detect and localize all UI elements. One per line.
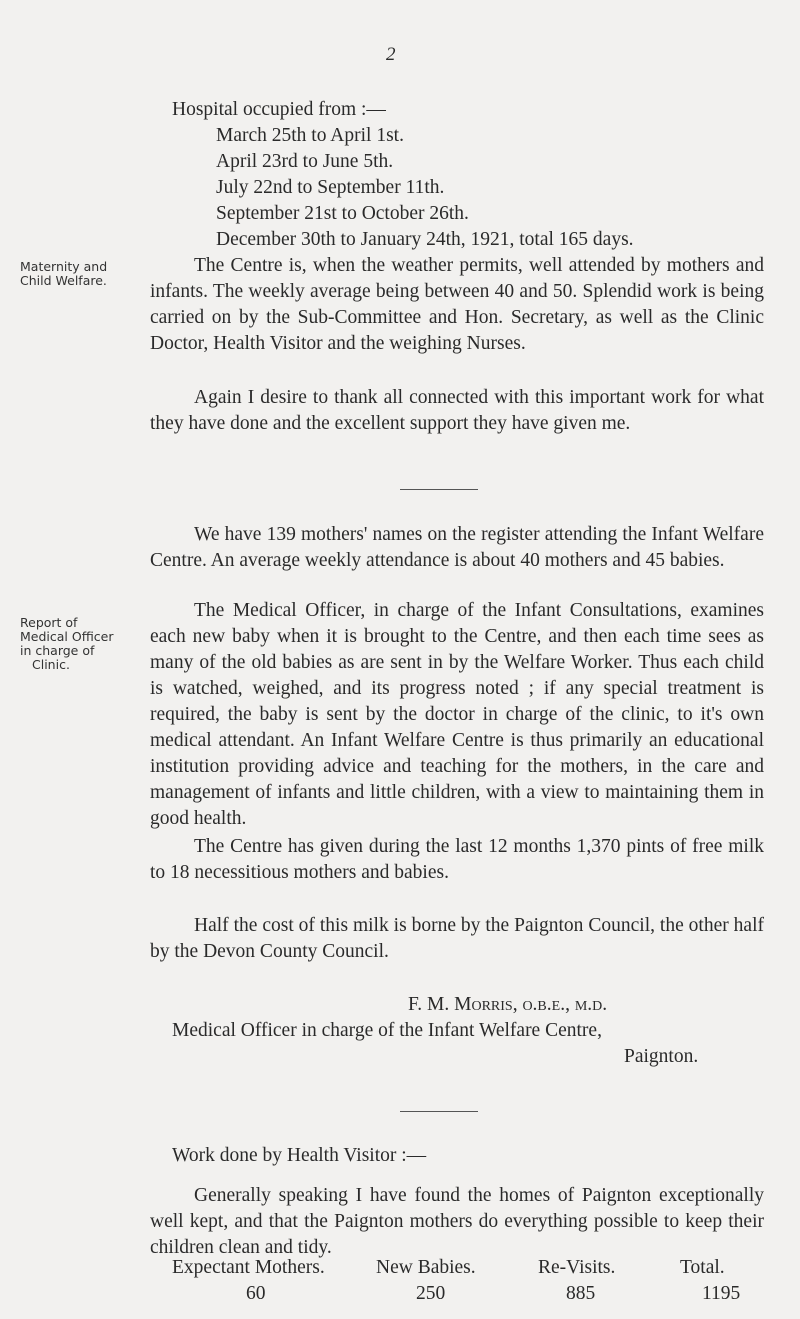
signature-place: Paignton. xyxy=(624,1046,699,1067)
signature-name: F. M. Morris, o.b.e., m.d. xyxy=(408,994,608,1015)
column-header: New Babies. xyxy=(376,1257,476,1278)
column-header: Total. xyxy=(680,1257,725,1278)
table-value: 250 xyxy=(416,1283,446,1304)
hospital-period: March 25th to April 1st. xyxy=(216,125,404,146)
column-header: Expectant Mothers. xyxy=(172,1257,325,1278)
paragraph-milk: The Centre has given during the last 12 months 1,370 pints of free milk to 18 necessitious mothers and babies. xyxy=(150,836,764,883)
hospital-period: April 23rd to June 5th. xyxy=(216,151,394,172)
table-value: 60 xyxy=(246,1283,266,1304)
sidenote-report: Report of Medical Officer in charge of Clinic. xyxy=(20,615,114,672)
signature-title: Medical Officer in charge of the Infant Welfare Centre, xyxy=(172,1020,602,1041)
page-number: 2 xyxy=(386,44,396,65)
paragraph-cost: Half the cost of this milk is borne by the Paignton Council, the other half by the Devon County Council. xyxy=(150,915,764,962)
paragraph-health-visitor: Generally speaking I have found the homes of Paignton exceptionally well kept, and that the Paignton mothers do everything possible to keep their children clean and tidy. xyxy=(150,1185,764,1258)
hospital-heading: Hospital occupied from :— xyxy=(172,99,386,120)
sidenote-maternity: Maternity and Child Welfare. xyxy=(20,259,108,288)
table-value: 885 xyxy=(566,1283,596,1304)
table-value: 1195 xyxy=(702,1283,741,1304)
divider xyxy=(400,1111,478,1112)
paragraph-register: We have 139 mothers' names on the register attending the Infant Welfare Centre. An average weekly attendance is about 40 mothers and 45 babies. xyxy=(150,524,764,571)
hospital-section xyxy=(150,97,764,253)
signature-block xyxy=(150,992,764,1070)
paragraph-thanks: Again I desire to thank all connected with this important work for what they have done and the excellent support they have given me. xyxy=(150,387,764,434)
divider xyxy=(400,489,478,490)
hospital-period: December 30th to January 24th, 1921, total 165 days. xyxy=(216,229,634,250)
health-visitor-heading: Work done by Health Visitor :— xyxy=(172,1145,427,1166)
paragraph-medical: The Medical Officer, in charge of the Infant Consultations, examines each new baby when it is brought to the Centre, and then each time sees as many of the old babies as are sent in by the Welfare Worker. Thus each child is watched, weighed, and its progress noted ; if any special treatment is required, the baby is sent by the doctor in charge of the clinic, to it's own medical attendant. An Infant Welfare Centre is thus primarily an educational institution providing advice and teaching for the mothers, in the care and management of infants and little children, with a view to maintaining them in good health. xyxy=(150,600,764,829)
hospital-period: September 21st to October 26th. xyxy=(216,203,469,224)
hospital-period: July 22nd to September 11th. xyxy=(216,177,445,198)
column-header: Re-Visits. xyxy=(538,1257,616,1278)
paragraph-centre: The Centre is, when the weather permits, well attended by mothers and infants. The weekly average being between 40 and 50. Splendid work is being carried on by the Sub-Committee and Hon. Secretary, as well as the Clinic Doctor, Health Visitor and the weighing Nurses. xyxy=(150,255,764,354)
